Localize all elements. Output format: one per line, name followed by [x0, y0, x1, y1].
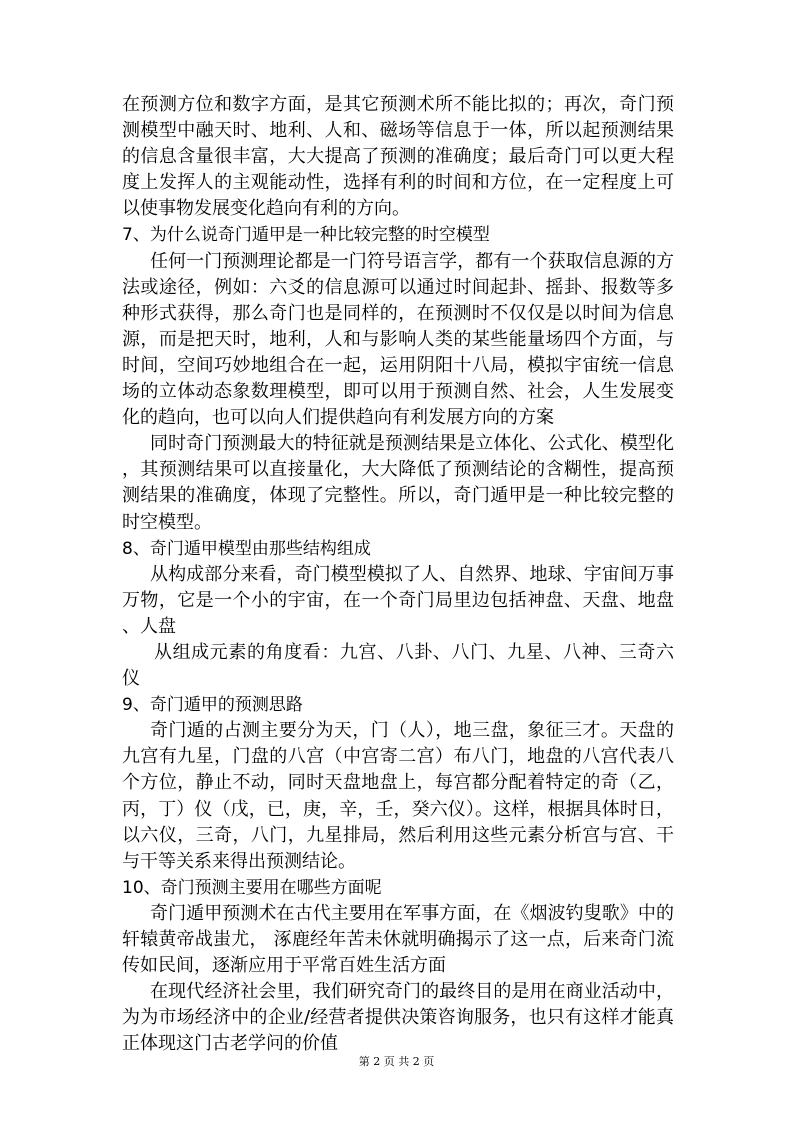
paragraph-section-7-a: 任何一门预测理论都是一门符号语言学，都有一个获取信息源的方法或途径，例如：六爻的信息源可以通过时间起卦、摇卦、报数等多种形式获得，那么奇门也是同样的，在预测时不仅仅是以时间为信息源，而是把天时，地利，人和与影响人类的某些能量场四个方面，与时间，空间巧妙地组合在一起，运用阴阳十八局，模拟宇宙统一信息场的立体动态象数理模型，即可以用于预测自然、社会，人生发展变化的趋向，也可以向人们提供趋向有利发展方向的方案 [122, 250, 674, 429]
section-heading-8: 8、奇门遁甲模型由那些结构组成 [122, 538, 371, 559]
paragraph-section-9: 奇门遁的占测主要分为天，门（人），地三盘，象征三才。天盘的九宫有九星，门盘的八宫（中宫寄二宫）布八门，地盘的八宫代表八个方位，静止不动，同时天盘地盘上，每宫都分配着特定的奇（乙，丙，丁）仪（戊，已，庚，辛，壬，癸六仪）。这样，根据具体时日，以六仪，三奇，八门，九星排局，然后利用这些元素分析宫与宫、干与干等关系来得出预测结论。 [122, 720, 674, 872]
section-heading-9: 9、奇门遁甲的预测思路 [122, 695, 303, 716]
paragraph-section-7-b: 同时奇门预测最大的特征就是预测结果是立体化、公式化、模型化，其预测结果可以直接量化，大大降低了预测结论的含糊性，提高预测结果的准确度，体现了完整性。所以，奇门遁甲是一种比较完整的时空模型。 [122, 433, 674, 533]
paragraph-section-8-b: 从组成元素的角度看：九宫、八卦、八门、九星、八神、三奇六仪 [122, 641, 674, 690]
paragraph-section-10-b: 在现代经济社会里，我们研究奇门的最终目的是用在商业活动中，为为市场经济中的企业/经营者提供决策咨询服务，也只有这样才能真正体现这门古老学问的价值 [122, 981, 674, 1055]
paragraph-section-10-a: 奇门遁甲预测术在古代主要用在军事方面，在《烟波钓叟歌》中的轩辕黄帝战蚩尤， 涿鹿经年苦未休就明确揭示了这一点，后来奇门流传如民间，逐渐应用于平常百姓生活方面 [122, 902, 674, 977]
page-body [122, 92, 674, 1057]
section-heading-7: 7、为什么说奇门遁甲是一种比较完整的时空模型 [122, 225, 490, 246]
paragraph-section-8-a: 从构成部分来看，奇门模型模拟了人、自然界、地球、宇宙间万事万物，它是一个小的宇宙，在一个奇门局里边包括神盘、天盘、地盘、人盘 [122, 563, 674, 637]
page-footer: 第 2 页 共 2 页 [358, 1055, 435, 1068]
paragraph-intro: 在预测方位和数字方面，是其它预测术所不能比拟的；再次，奇门预测模型中融天时、地利、人和、磁场等信息于一体，所以起预测结果的信息含量很丰富，大大提高了预测的准确度；最后奇门可以更大程度上发挥人的主观能动性，选择有利的时间和方位，在一定程度上可以使事物发展变化趋向有利的方向。 [122, 94, 674, 220]
section-heading-10: 10、奇门预测主要用在哪些方面呢 [122, 877, 382, 898]
